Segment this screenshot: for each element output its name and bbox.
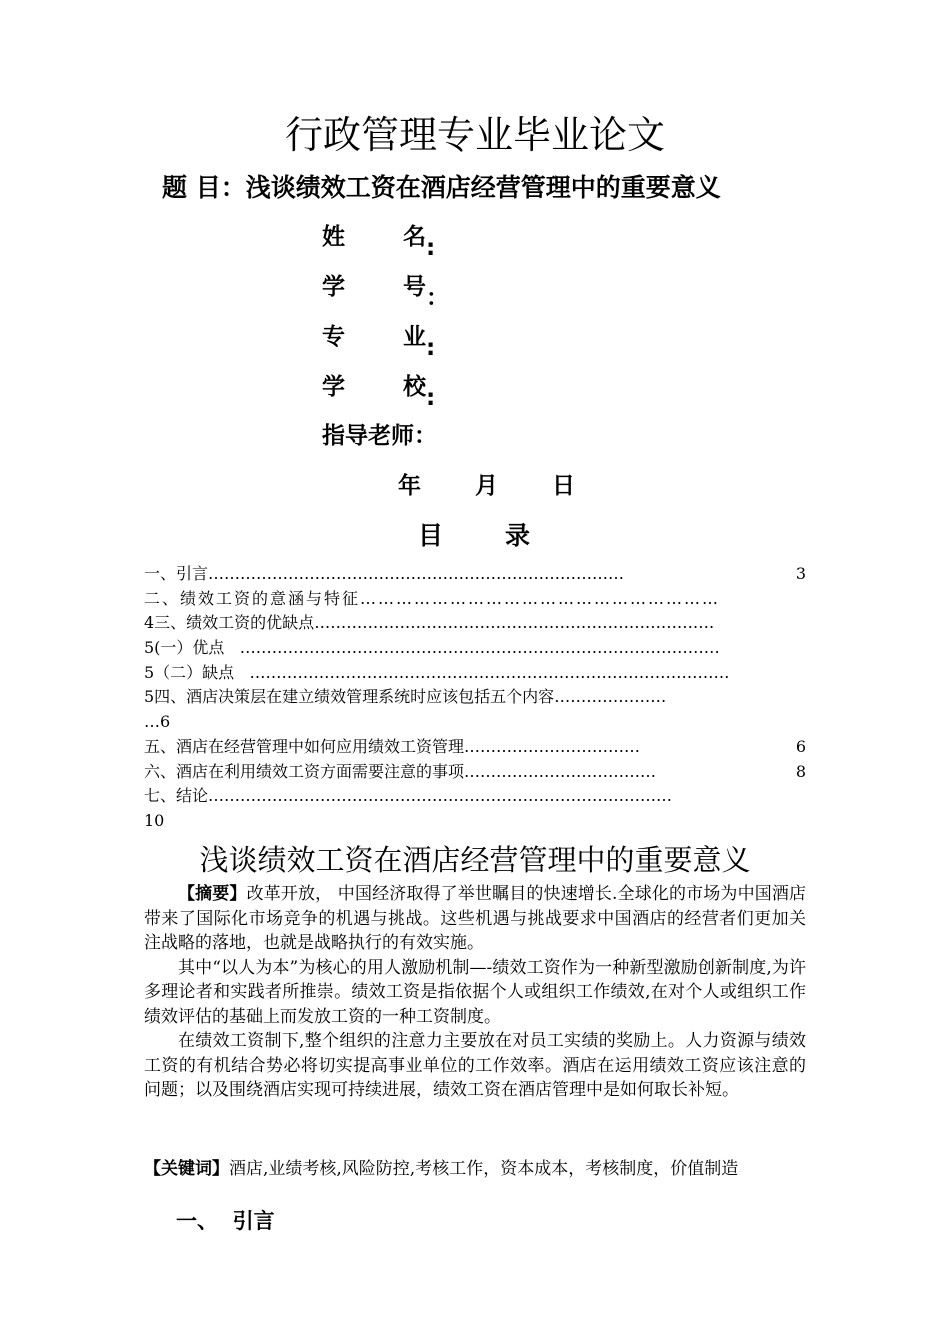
toc-entry-continued[interactable]: 10 bbox=[144, 810, 165, 830]
toc-entry[interactable]: 五、酒店在经营管理中如何应用绩效工资管理…………………………… 6 bbox=[144, 735, 806, 760]
toc-entry[interactable]: 二、绩效工资的意涵与特征…………………………………………………… bbox=[144, 588, 721, 608]
abstract-paragraph: 在绩效工资制下,整个组织的注意力主要放在对员工实绩的奖励上。人力资源与绩效工资的有机结合势必将切实提高事业单位的工作效率。酒店在运用绩效工资应该注意的问题；以及围绕酒店实现可持续进展，绩效工资在酒店管理中是如何取长补短。 bbox=[144, 1031, 806, 1100]
school-label: 学 校 bbox=[322, 374, 426, 400]
abstract-paragraph: 【摘要】改革开放， 中国经济取得了举世瞩目的快速增长.全球化的市场为中国酒店带来了国际化市场竞争的机遇与挑战。这些机遇与挑战要求中国酒店的经营者们更加关注战略的落地，也就是战略执行的有效实施。 bbox=[144, 884, 806, 953]
year-label: 年 bbox=[398, 473, 421, 499]
student-id-label: 学 号 bbox=[322, 274, 426, 300]
keywords bbox=[144, 1157, 806, 1182]
toc-entry[interactable]: 六、酒店在利用绩效工资方面需要注意的事项……………………………… 8 bbox=[144, 760, 806, 785]
table-of-contents bbox=[144, 562, 806, 834]
major-field: 专 业 : bbox=[322, 319, 435, 355]
document-title: 行政管理专业毕业论文 bbox=[284, 113, 665, 157]
section-heading: 一、 引言 bbox=[176, 1209, 275, 1233]
abstract-paragraph: 其中“以人为本”为核心的用人激励机制—-绩效工资作为一种新型激励创新制度,为许多理论者和实践者所推崇。绩效工资是指依据个人或组织工作绩效,在对个人或组织工作绩效评估的基础上而发放工资的一种工资制度。 bbox=[144, 957, 806, 1027]
subject-label: 题 目： bbox=[162, 173, 246, 202]
date-line bbox=[398, 468, 575, 504]
day-label: 日 bbox=[552, 473, 575, 499]
major-label: 专 业 bbox=[322, 324, 426, 350]
thesis-subject bbox=[162, 170, 721, 206]
toc-entry[interactable]: 七、结论…………………………………………………………………………… bbox=[144, 786, 673, 806]
abstract bbox=[144, 882, 806, 1103]
keywords-tag: 【关键词】 bbox=[144, 1159, 229, 1179]
toc-entry[interactable]: 5（二）缺点 ……………………………………………………………………………… bbox=[144, 662, 730, 682]
toc-entry[interactable]: 5(一）优点 ……………………………………………………………………………… bbox=[144, 638, 720, 658]
school-field: 学 校 : bbox=[322, 369, 435, 405]
keywords-text: 酒店,业绩考核,风险防控,考核工作，资本成本，考核制度，价值制造 bbox=[229, 1159, 739, 1179]
month-label: 月 bbox=[475, 473, 498, 499]
toc-entry-continued[interactable]: …6 bbox=[144, 712, 171, 732]
advisor-label: 指导老师 bbox=[322, 423, 414, 449]
abstract-tag: 【摘要】 bbox=[178, 884, 247, 904]
student-id-field: 学 号 ： bbox=[322, 269, 449, 305]
toc-entry[interactable]: 5四、酒店决策层在建立绩效管理系统时应该包括五个内容………………… bbox=[144, 687, 667, 707]
subject-text: 浅谈绩效工资在酒店经营管理中的重要意义 bbox=[245, 173, 721, 202]
toc-entry[interactable]: 一、引言…………………………………………………………………… 3 bbox=[144, 562, 806, 587]
article-title: 浅谈绩效工资在酒店经营管理中的重要意义 bbox=[199, 843, 751, 877]
name-label: 姓 名 bbox=[322, 224, 426, 250]
toc-heading: 目 录 bbox=[418, 521, 531, 550]
toc-entry[interactable]: 4三、绩效工资的优缺点………………………………………………………………… bbox=[144, 613, 715, 633]
name-field: 姓 名 : bbox=[322, 219, 435, 255]
advisor-field: 指导老师： bbox=[322, 423, 437, 449]
